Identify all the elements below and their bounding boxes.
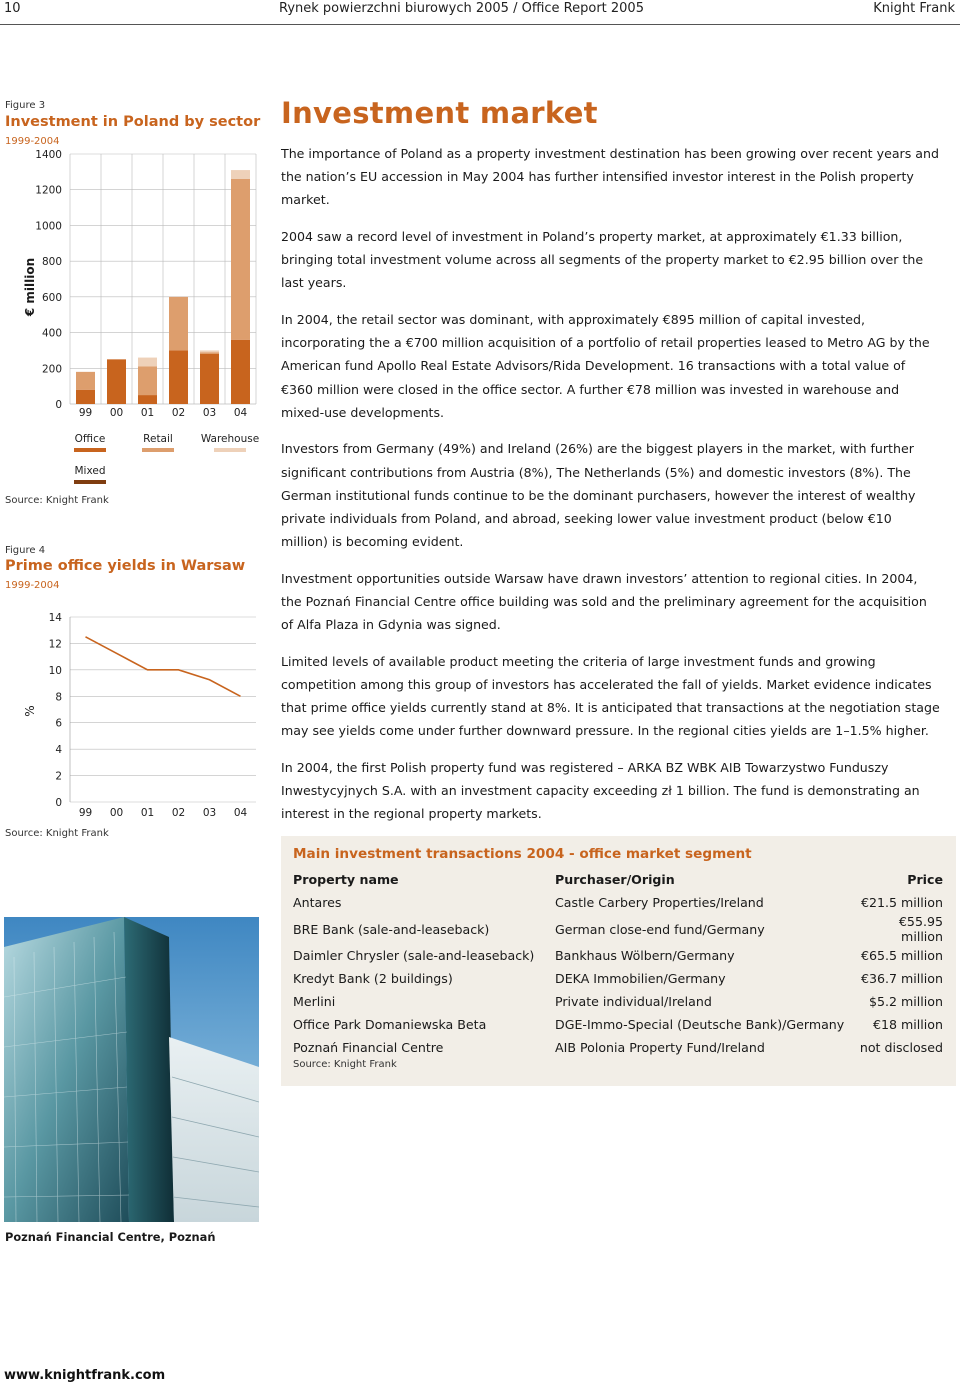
figure3-x-ticks <box>79 407 248 419</box>
cell-purchaser: Castle Carbery Properties/Ireland <box>555 895 764 910</box>
cell-purchaser: DGE-Immo-Special (Deutsche Bank)/Germany <box>555 1017 845 1032</box>
brand-name: Knight Frank <box>873 1 955 16</box>
figure3-bar-office <box>231 340 250 404</box>
figure3-bar-warehouse <box>138 358 157 367</box>
header-price: Price <box>907 872 943 887</box>
figure3-bar-office <box>138 395 157 404</box>
figure4-x-tick-label: 03 <box>202 807 217 819</box>
figure3-legend-swatch <box>74 448 106 452</box>
figure3-bar-retail <box>231 179 250 340</box>
figure3-x-tick-label: 00 <box>109 407 124 419</box>
figure4-y-tick-label: 0 <box>55 797 62 809</box>
figure4-y-tick-label: 6 <box>55 717 62 730</box>
cell-price: $5.2 million <box>869 994 943 1009</box>
cell-property: Antares <box>293 895 342 910</box>
figure3-y-tick-label: 600 <box>41 291 62 304</box>
figure3-y-tick-label: 1000 <box>35 220 62 233</box>
header-purchaser: Purchaser/Origin <box>555 872 675 887</box>
figure4-y-tick-label: 8 <box>55 691 62 704</box>
figure3-chart <box>0 150 270 495</box>
figure3-years: 1999-2004 <box>5 136 60 147</box>
figure3-y-tick-label: 200 <box>41 363 62 376</box>
figure3-legend-label: Warehouse <box>200 433 260 445</box>
figure3-bar-warehouse <box>200 350 219 352</box>
cell-purchaser: German close-end fund/Germany <box>555 921 765 937</box>
figure4-years: 1999-2004 <box>5 580 60 591</box>
cell-property: BRE Bank (sale-and-leaseback) <box>293 921 490 937</box>
table-row <box>293 914 943 944</box>
figure3-legend-label: Office <box>74 433 106 445</box>
photo-caption: Poznań Financial Centre, Poznań <box>5 1230 216 1244</box>
figure3-source: Source: Knight Frank <box>5 495 109 506</box>
cell-property: Poznań Financial Centre <box>293 1040 444 1055</box>
cell-price: €55.95 million <box>898 914 943 944</box>
footer-url[interactable]: www.knightfrank.com <box>4 1368 166 1383</box>
figure4-x-tick-label: 02 <box>171 807 186 819</box>
cell-price: €21.5 million <box>860 895 943 910</box>
cell-property: Daimler Chrysler (sale-and-leaseback) <box>293 948 535 963</box>
cell-purchaser: DEKA Immobilien/Germany <box>555 971 726 986</box>
page-number: 10 <box>4 1 21 16</box>
paragraph-4: Investors from Germany (49%) and Ireland (26%) are the biggest players in the market, with further significant contributions from Austria (8%), The Netherlands (5%) and domestic investors (8%). The German institutional funds continue to be the dominant purchasers, however the interest of wealthy private individuals from Poland, and abroad, seeking lower value investment product (below €10 million) is becoming evident. <box>281 441 916 550</box>
figure3-y-tick-label: 1400 <box>35 150 62 161</box>
figure3-bar-retail <box>200 352 219 354</box>
figure4-title: Prime office yields in Warsaw <box>5 558 246 574</box>
transactions-title: Main investment transactions 2004 - office market segment <box>293 846 752 862</box>
figure4-x-tick-label: 00 <box>109 807 124 819</box>
cell-property: Office Park Domaniewska Beta <box>293 1017 487 1032</box>
figure3-gridlines <box>70 154 256 404</box>
table-row <box>293 1036 943 1059</box>
figure3-y-axis-label: € million <box>23 257 37 317</box>
figure3-x-tick-label: 99 <box>78 407 93 419</box>
figure3-bar-retail <box>169 297 188 351</box>
figure3-label: Figure 3 <box>5 100 46 111</box>
publication-title: Rynek powierzchni biurowych 2005 / Office Report 2005 <box>279 1 644 16</box>
figure3-bar-office <box>200 354 219 404</box>
figure3-bar-warehouse <box>231 170 250 179</box>
figure3-legend-swatch <box>214 448 246 452</box>
figure3-x-tick-label: 03 <box>202 407 217 419</box>
figure4-label: Figure 4 <box>5 545 46 556</box>
figure4-x-tick-label: 01 <box>140 807 155 819</box>
figure3-bar-retail <box>138 367 157 396</box>
figure4-y-ticks <box>49 612 63 809</box>
figure4-y-tick-label: 4 <box>55 744 62 757</box>
figure3-legend-swatch <box>142 448 174 452</box>
transactions-table <box>293 868 943 1059</box>
table-row <box>293 967 943 990</box>
figure3-x-tick-label: 01 <box>140 407 155 419</box>
paragraph-6: Limited levels of available product meeting the criteria of large investment funds and growing competition among this group of investors has accelerated the fall of yields. Market evidence indicates that prime office yields currently stand at 8%. It is anticipated that transactions at the negotiation stage may see yields come under further downward pressure. In the regional cities yields are 1–1.5% higher. <box>281 653 940 739</box>
figure3-title: Investment in Poland by sector <box>5 114 261 130</box>
cell-price: €18 million <box>873 1017 943 1032</box>
header-rule <box>0 24 960 25</box>
table-row <box>293 990 943 1013</box>
figure3-legend-swatch <box>74 480 106 484</box>
table-header-row <box>293 868 943 891</box>
table-row <box>293 944 943 967</box>
cell-purchaser: Bankhaus Wölbern/Germany <box>555 948 735 963</box>
body-text <box>281 142 941 839</box>
cell-price: €65.5 million <box>860 948 943 963</box>
paragraph-1: The importance of Poland as a property investment destination has been growing over recent years and the nation’s EU accession in May 2004 has further intensified investor interest in the Polish property market. <box>281 146 939 208</box>
cell-property: Kredyt Bank (2 buildings) <box>293 971 453 986</box>
paragraph-7: In 2004, the first Polish property fund was registered – ARKA BZ WBK AIB Towarzystwo Funduszy Inwestycyjnych S.A. with an investment capacity exceeding zł 1 billion. The fund is demonstrating an interest in the regional property markets. <box>281 760 920 822</box>
figure4-source: Source: Knight Frank <box>5 828 109 839</box>
figure3-y-ticks <box>35 150 62 411</box>
table-row <box>293 891 943 914</box>
figure4-yield-series <box>86 637 241 696</box>
figure4-y-tick-label: 14 <box>48 612 62 624</box>
figure3-legend <box>74 433 259 484</box>
cell-purchaser: AIB Polonia Property Fund/Ireland <box>555 1040 765 1055</box>
figure3-y-tick-label: 0 <box>55 399 62 411</box>
cell-price: €36.7 million <box>860 971 943 986</box>
section-title: Investment market <box>281 96 598 130</box>
table-row <box>293 1013 943 1036</box>
figure4-line <box>86 637 241 696</box>
building-photo <box>4 917 259 1222</box>
paragraph-3: In 2004, the retail sector was dominant, with approximately €895 million of capital invested, incorporating the a €700 million acquisition of a portfolio of retail properties leased to Metro AG by the American fund Apollo Real Estate Advisors/Rida Development. 16 transactions with a total value of €360 million were closed in the office sector. A further €78 million was invested in warehouse and mixed-use developments. <box>281 312 930 420</box>
page-header <box>0 0 960 24</box>
figure4-chart <box>0 600 270 825</box>
header-property-name: Property name <box>293 872 399 887</box>
figure3-x-tick-label: 02 <box>171 407 186 419</box>
cell-purchaser: Private individual/Ireland <box>555 994 712 1009</box>
figure3-bar-office <box>107 359 126 404</box>
figure3-y-tick-label: 1200 <box>35 184 62 197</box>
figure3-bar-retail <box>76 372 95 390</box>
figure4-y-tick-label: 10 <box>48 664 62 677</box>
transactions-source: Source: Knight Frank <box>293 1059 397 1070</box>
cell-price: not disclosed <box>859 1040 943 1055</box>
figure3-y-tick-label: 400 <box>41 327 62 340</box>
figure3-legend-label: Mixed <box>74 465 106 477</box>
figure4-x-tick-label: 99 <box>78 807 93 819</box>
figure3-legend-label: Retail <box>143 433 173 445</box>
figure3-bar-office <box>169 350 188 404</box>
figure4-y-axis-label: % <box>23 705 37 717</box>
figure4-gridlines <box>70 617 256 802</box>
figure3-y-tick-label: 800 <box>41 256 62 269</box>
figure4-x-tick-label: 04 <box>233 807 248 819</box>
cell-property: Merlini <box>293 994 336 1009</box>
figure3-x-tick-label: 04 <box>233 407 248 419</box>
figure4-x-ticks <box>79 807 248 819</box>
figure3-bar-office <box>76 390 95 404</box>
figure4-y-tick-label: 12 <box>48 638 62 651</box>
figure4-y-tick-label: 2 <box>55 770 62 783</box>
paragraph-5: Investment opportunities outside Warsaw have drawn investors’ attention to regional cities. In 2004, the Poznań Financial Centre office building was sold and the preliminary agreement for the acquisition of Alfa Plaza in Gdynia was signed. <box>281 570 927 633</box>
paragraph-2: 2004 saw a record level of investment in Poland’s property market, at approximately €1.33 billion, bringing total investment volume across all segments of the property market to €2.95 billion over the last years. <box>281 229 924 291</box>
